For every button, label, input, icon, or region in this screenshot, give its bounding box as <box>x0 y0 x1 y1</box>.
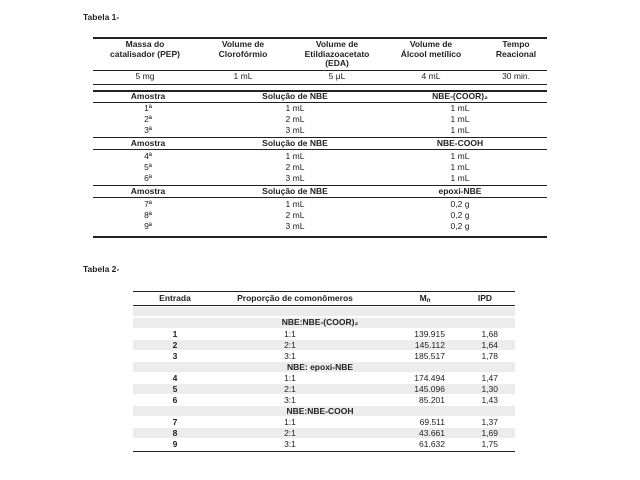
t2-bottom-rule <box>133 451 515 452</box>
t2-g2-r1-ipd: 1,47 <box>481 373 498 383</box>
t2-g2-r3-entrada: 6 <box>172 395 178 405</box>
t1-g3-r3-amostra: 9ª <box>144 221 152 231</box>
t2-header-ipd: IPD <box>477 293 493 303</box>
t2-g1-r2-ipd: 1,64 <box>481 340 498 350</box>
t1-g2-r3-comonomer: 1 mL <box>450 173 470 183</box>
t1-g2-header-comonomer: NBE-COOH <box>436 138 484 148</box>
t1-g2-header-amostra: Amostra <box>130 138 166 148</box>
t1-g3-r2-solucao: 2 mL <box>285 210 305 220</box>
t2-g1-r1-ipd: 1,68 <box>481 329 498 339</box>
t1-header-eda <box>287 40 387 69</box>
t2-g2-r2-proporcao: 2:1 <box>284 384 296 394</box>
t2-g3-title: NBE:NBE-COOH <box>286 406 354 416</box>
t2-g3-r2-mn: 43.661 <box>419 428 445 438</box>
t1-g2-header-solucao: Solução de NBE <box>262 138 328 148</box>
t1-g2-r1-comonomer: 1 mL <box>450 151 470 161</box>
t1-header-massa <box>100 40 190 59</box>
t2-g2-r3-proporcao: 3:1 <box>284 395 296 405</box>
t1-header-clorofórmio <box>198 40 288 59</box>
t2-g2-r2-ipd: 1,30 <box>481 384 498 394</box>
t2-header-entrada: Entrada <box>159 293 191 303</box>
t1-header-eda-l1: Volume de <box>315 39 359 49</box>
t2-g3-r2-ipd: 1,69 <box>481 428 498 438</box>
t2-g3-r2-entrada: 8 <box>172 428 178 438</box>
t2-g2-r1-mn: 174.494 <box>414 373 445 383</box>
t1-value-massa: 5 mg <box>135 71 155 81</box>
t1-g2-header-rule <box>93 149 547 150</box>
t1-g3-r1-amostra: 7ª <box>144 199 152 209</box>
t2-g1-r1-proporcao: 1:1 <box>284 329 296 339</box>
t1-g1-r2-amostra: 2ª <box>144 114 152 124</box>
t1-g3-header-amostra: Amostra <box>130 186 166 196</box>
t1-g3-header-solucao: Solução de NBE <box>262 186 328 196</box>
t2-g2-r2-band <box>133 384 515 394</box>
t1-g2-r1-amostra: 4ª <box>144 151 152 161</box>
t2-header-rule <box>133 305 515 306</box>
t1-g2-r1-solucao: 1 mL <box>285 151 305 161</box>
t1-value-eda: 5 μL <box>328 71 346 81</box>
t2-header-mn-base: M <box>419 293 427 303</box>
t2-g3-r1-proporcao: 1:1 <box>284 417 296 427</box>
t1-g1-header-comonomer: NBE-(COOR)₂ <box>432 91 488 101</box>
t2-g3-r3-mn: 61.632 <box>419 439 445 449</box>
t2-g1-r1-entrada: 1 <box>172 329 178 339</box>
table2-caption: Tabela 2- <box>83 264 120 274</box>
t1-g3-r1-comonomer: 0,2 g <box>450 199 470 209</box>
t1-g1-header-amostra: Amostra <box>130 91 166 101</box>
t1-header-eda-l2: Etildiazoacetato <box>304 48 370 59</box>
t2-g2-r3-mn: 85.201 <box>419 395 445 405</box>
t1-g1-r3-amostra: 3ª <box>144 125 152 135</box>
t2-g3-r3-entrada: 9 <box>172 439 178 449</box>
t1-values-rule <box>93 84 547 85</box>
t1-header-clor-l1: Volume de <box>221 39 265 49</box>
t1-header-massa-l2: catalisador (PEP) <box>110 48 180 59</box>
t2-g2-r1-entrada: 4 <box>172 373 178 383</box>
t1-g2-r2-comonomer: 1 mL <box>450 162 470 172</box>
t1-bottom-rule <box>93 236 547 238</box>
t1-g3-header-rule <box>93 197 547 198</box>
t1-g3-r3-solucao: 3 mL <box>285 221 305 231</box>
t1-g1-r2-comonomer: 1 mL <box>450 114 470 124</box>
t2-g2-r2-entrada: 5 <box>172 384 178 394</box>
t1-g3-header-comonomer: epoxi-NBE <box>438 186 482 196</box>
t1-value-clor: 1 mL <box>233 71 253 81</box>
t2-g1-r2-band <box>133 340 515 350</box>
t2-g1-r2-entrada: 2 <box>172 340 178 350</box>
t2-top-rule <box>133 291 515 292</box>
t2-g1-title: NBE:NBE-(COOR)₂ <box>281 317 359 327</box>
t2-g1-r2-mn: 145.112 <box>414 340 445 350</box>
t2-g1-r3-mn: 185.517 <box>414 351 445 361</box>
t2-g3-r3-ipd: 1,75 <box>481 439 498 449</box>
t1-header-tempo <box>480 40 552 59</box>
t1-header-tempo-l1: Tempo <box>502 39 530 49</box>
t1-header-eda-l3: (EDA) <box>325 58 349 68</box>
t1-g1-header-solucao: Solução de NBE <box>262 91 328 101</box>
t2-g1-r3-proporcao: 3:1 <box>284 351 296 361</box>
t2-g3-r2-band <box>133 428 515 438</box>
t2-header-mn-sub: n <box>426 298 431 304</box>
t1-g1-r1-amostra: 1ª <box>144 103 152 113</box>
t2-g1-r3-entrada: 3 <box>172 351 178 361</box>
t1-header-clor-l2: Clorofórmio <box>218 48 268 59</box>
t1-header-alcool <box>385 40 477 59</box>
t1-header-alc-l2: Álcool metílico <box>400 48 462 59</box>
t2-g3-r3-proporcao: 3:1 <box>284 439 296 449</box>
t1-value-alc: 4 mL <box>421 71 441 81</box>
t2-g2-r3-ipd: 1,43 <box>481 395 498 405</box>
t1-g2-r2-solucao: 2 mL <box>285 162 305 172</box>
t2-g2-r2-mn: 145.096 <box>414 384 445 394</box>
t2-g3-r1-entrada: 7 <box>172 417 178 427</box>
t1-g1-r2-solucao: 2 mL <box>285 114 305 124</box>
t1-g3-r1-solucao: 1 mL <box>285 199 305 209</box>
t2-spacer-band <box>133 307 515 316</box>
table1-caption: Tabela 1- <box>83 12 120 22</box>
t2-g3-r2-proporcao: 2:1 <box>284 428 296 438</box>
t2-g3-r1-mn: 69.511 <box>419 417 445 427</box>
t1-g1-r3-solucao: 3 mL <box>285 125 305 135</box>
t1-header-alc-l1: Volume de <box>409 39 453 49</box>
t1-header-tempo-l2: Reacional <box>495 48 537 59</box>
t1-value-tempo: 30 min. <box>502 71 530 81</box>
t1-g3-r3-comonomer: 0,2 g <box>450 221 470 231</box>
t1-g2-r3-amostra: 6ª <box>144 173 152 183</box>
t1-g1-r3-comonomer: 1 mL <box>450 125 470 135</box>
t1-header-massa-l1: Massa do <box>125 39 165 49</box>
t2-g3-r1-ipd: 1,37 <box>481 417 498 427</box>
t1-g1-r1-solucao: 1 mL <box>285 103 305 113</box>
t1-header-rule <box>93 70 547 71</box>
t2-g2-title: NBE: epoxi-NBE <box>286 362 354 372</box>
t1-g3-r2-comonomer: 0,2 g <box>450 210 470 220</box>
t2-g1-r2-proporcao: 2:1 <box>284 340 296 350</box>
t1-g3-r2-amostra: 8ª <box>144 210 152 220</box>
t1-g1-r1-comonomer: 1 mL <box>450 103 470 113</box>
t2-header-proporcao: Proporção de comonômeros <box>237 293 353 303</box>
t2-g1-r3-ipd: 1,78 <box>481 351 498 361</box>
t1-g2-r3-solucao: 3 mL <box>285 173 305 183</box>
t2-g1-r1-mn: 139.915 <box>414 329 445 339</box>
t1-g1-header-rule <box>93 102 547 103</box>
t1-g2-r2-amostra: 5ª <box>144 162 152 172</box>
t2-g2-r1-proporcao: 1:1 <box>284 373 296 383</box>
